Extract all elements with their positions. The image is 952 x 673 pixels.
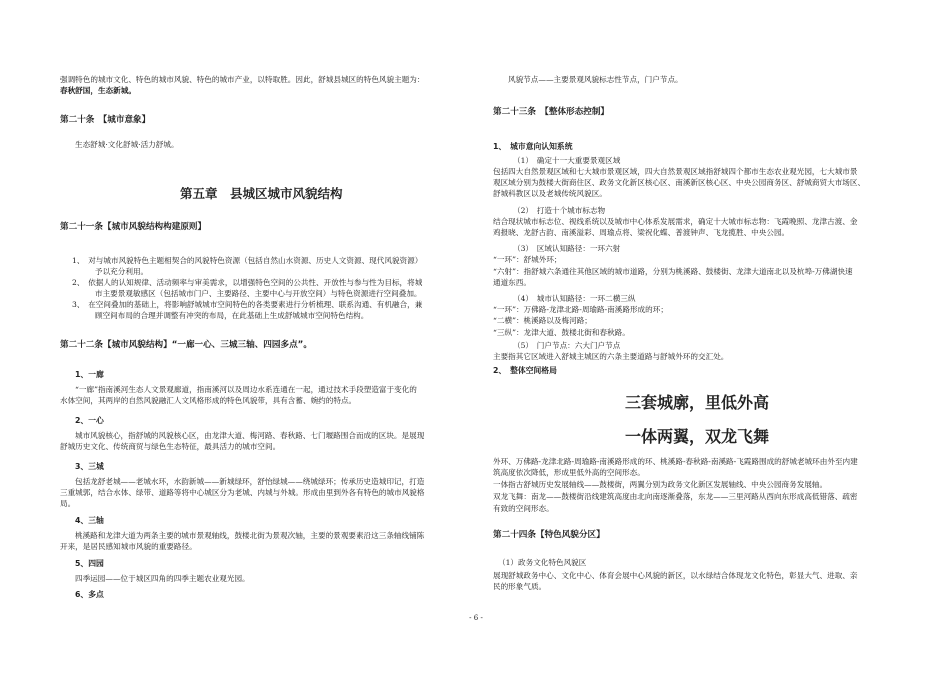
body-line: 包括四大自然景观区域和七大城市景观区域，四大自然景观区域指舒城四个都市生态农业观光园，七大城市景 bbox=[493, 167, 858, 176]
section-title: 3、三城 bbox=[75, 462, 104, 471]
subsection-title: 2、 整体空间格局 bbox=[493, 366, 557, 375]
intro-line: 强调特色的城市文化、特色的城市风貌、特色的城市产业，以特取胜。因此，舒城县城区的特色风貌主题为： bbox=[60, 75, 425, 84]
section-title: 4、三轴 bbox=[75, 516, 104, 525]
section-title: 6、多点 bbox=[75, 590, 104, 599]
section-line: 开来，是居民感知城市风貌的重要路径。 bbox=[60, 542, 197, 551]
body-line: 展现舒城政务中心、文化中心、体育会展中心风貌的新区，以水绿结合体现龙文化特色，彰显大气、进取、亲 bbox=[493, 571, 858, 580]
article-20-text: 生态舒城·文化舒城·活力舒城。 bbox=[75, 140, 179, 149]
article-21-item: 2、 依据人的认知规律、活动频率与审美需求，以增强特色空间的公共性、开放性与参与性为目标，将城 bbox=[72, 278, 423, 287]
page-number: - 6 - bbox=[469, 614, 483, 622]
right-top-line: 风貌节点——主要景观风貌标志性节点，门户节点。 bbox=[508, 75, 683, 84]
section-title: 2、一心 bbox=[75, 416, 104, 425]
body-line: 舒城科教区以及老城传统风貌区。 bbox=[493, 189, 607, 198]
subsection-title: 1、 城市意向认知系统 bbox=[493, 142, 573, 151]
section-line: 三重城郭，结合水体、绿带、道路等将中心城区分为老城、内城与外城。形成由里到外各有特色的城市风貌格 bbox=[60, 488, 425, 497]
body-line: 双龙飞舞：南龙——鼓楼街沿线建筑高度由北向南逐渐叠落，东龙——三里河路从西向东形成高低错落、疏密 bbox=[493, 492, 858, 501]
section-title: 1、一廊 bbox=[75, 370, 104, 379]
body-line: 鸡报晓、龙舒古韵、南溪溢彩、周瑜点将、梁祝化蝶、普渡钟声、飞龙揽胜、中央公园。 bbox=[493, 228, 790, 237]
section-line: 城市风貌核心，指舒城的风貌核心区，由龙津大道、梅河路、春秋路、七门堰路围合而成的区块。是展现 bbox=[75, 431, 425, 440]
body-line: 一体指古舒城历史发展轴线——鼓楼街，两翼分别为政务文化新区发展轴线、中央公园商务发展轴。 bbox=[493, 480, 828, 489]
body-line: “一环”：万佛路-龙津北路-周瑜路-南溪路形成的环； bbox=[493, 305, 668, 314]
article-22-heading: 第二十二条【城市风貌结构】“一廊一心、三城三轴、四园多点”。 bbox=[60, 340, 312, 350]
body-line: （5） 门户节点：六大门户节点 bbox=[513, 341, 621, 350]
body-line: “六射”：指舒城六条通往其他区域的城市道路，分别为桃溪路、鼓楼街、龙津大道南北以及杭埠-万佛湖快速 bbox=[493, 267, 853, 276]
article-21-item: 3、 在空间叠加的基础上，将影响舒城城市空间特色的各类要素进行分析梳理、联系沟通、有机融合，兼 bbox=[72, 300, 423, 309]
section-line: 舒城历史文化、传统商贸与绿色生态特征，最具活力的城市空间。 bbox=[60, 442, 281, 451]
body-line: 有致的空间形态。 bbox=[493, 504, 554, 513]
body-line: 观区域分别为鼓楼大街商住区、政务文化新区核心区、南溪新区核心区、中央公园商务区、舒城商贸大市场区、 bbox=[493, 178, 866, 187]
theme-line: 春秋舒国，生态新城。 bbox=[60, 86, 136, 95]
section-line: 包括龙舒老城——老城水环，水韵新城——新城绿环，舒怡绿城——绕城绿环；传承历史造城印记，打造 bbox=[75, 477, 425, 486]
body-line: 通道东西。 bbox=[493, 278, 531, 287]
body-line: （1） 确定十一大重要景观区域 bbox=[513, 156, 621, 165]
section-line: 局。 bbox=[60, 499, 76, 508]
article-21-item: 顾空间布局的合理并调整有冲突的布局，在此基础上生成舒城城市空间特色结构。 bbox=[95, 311, 369, 320]
article-21-item: 予以充分利用。 bbox=[95, 267, 149, 276]
article-20-heading: 第二十条 【城市意象】 bbox=[60, 115, 151, 125]
section-line: 桃溪路和龙津大道为两条主要的城市景观轴线，鼓楼北街为景观次轴，主要的景观要素沿这三条轴线铺陈 bbox=[75, 531, 425, 540]
body-line: （2） 打造十个城市标志物 bbox=[513, 206, 606, 215]
chapter-title: 第五章 县城区城市风貌结构 bbox=[180, 186, 343, 201]
body-line: “一环”：舒城外环； bbox=[493, 255, 562, 264]
section-line: “一廊”指南溪河生态人文景观廊道，指南溪河以及周边水系连通在一起，通过技术手段塑造富于变化的 bbox=[75, 385, 417, 394]
article-23-heading: 第二十三条 【整体形态控制】 bbox=[493, 107, 610, 117]
body-line: 外环、万佛路-龙津北路-周瑜路-南溪路形成的环、桃溪路-春秋路-南溪路-飞霞路围成的舒城老城环由外至内建 bbox=[493, 457, 858, 466]
body-line: 筑高度依次降低，形成里低外高的空间形态。 bbox=[493, 468, 645, 477]
section-line: 四季运园——位于城区四角的四季主题农业观光园。 bbox=[75, 574, 250, 583]
section-title: 5、四园 bbox=[75, 559, 104, 568]
article-21-item: 市主要景观敏感区（包括城市门户、主要路径、主要中心与开放空间）与特色资源进行空间叠加。 bbox=[95, 289, 422, 298]
article-24-heading: 第二十四条【特色风貌分区】 bbox=[493, 530, 605, 540]
section-line: 水体空间，其两岸的自然风貌融汇人文风格形成的特色风貌带，具有含蓄、婉约的特点。 bbox=[60, 396, 357, 405]
article-21-item: 1、 对与城市风貌特色主题相契合的风貌特色资源（包括自然山水资源、历史人文资源、现代风貌资源） bbox=[72, 256, 423, 265]
pattern-slogan-1: 三套城廓，里低外高 bbox=[625, 393, 770, 412]
body-line: 主要指其它区域进入舒城主城区的六条主要道路与舒城外环的交汇处。 bbox=[493, 352, 729, 361]
body-line: 结合现状城市标志位、视线系统以及城市中心体系发展需求，确定十大城市标志物：飞霞晚照、龙津古渡、金 bbox=[493, 217, 858, 226]
body-line: “二横”：桃溪路以及梅河路； bbox=[493, 316, 592, 325]
body-line: （3） 区域认知路径：一环六射 bbox=[513, 244, 621, 253]
body-line: 民的形象气质。 bbox=[493, 582, 547, 591]
pattern-slogan-2: 一体两翼，双龙飞舞 bbox=[625, 427, 770, 446]
body-line: “三纵”：龙津大道、鼓楼北街和春秋路。 bbox=[493, 328, 630, 337]
zone-title: （1）政务文化特色风貌区 bbox=[498, 558, 587, 567]
article-21-heading: 第二十一条【城市风貌结构构建原则】 bbox=[60, 222, 207, 232]
body-line: （4） 城市认知路径：一环二横三纵 bbox=[513, 294, 636, 303]
